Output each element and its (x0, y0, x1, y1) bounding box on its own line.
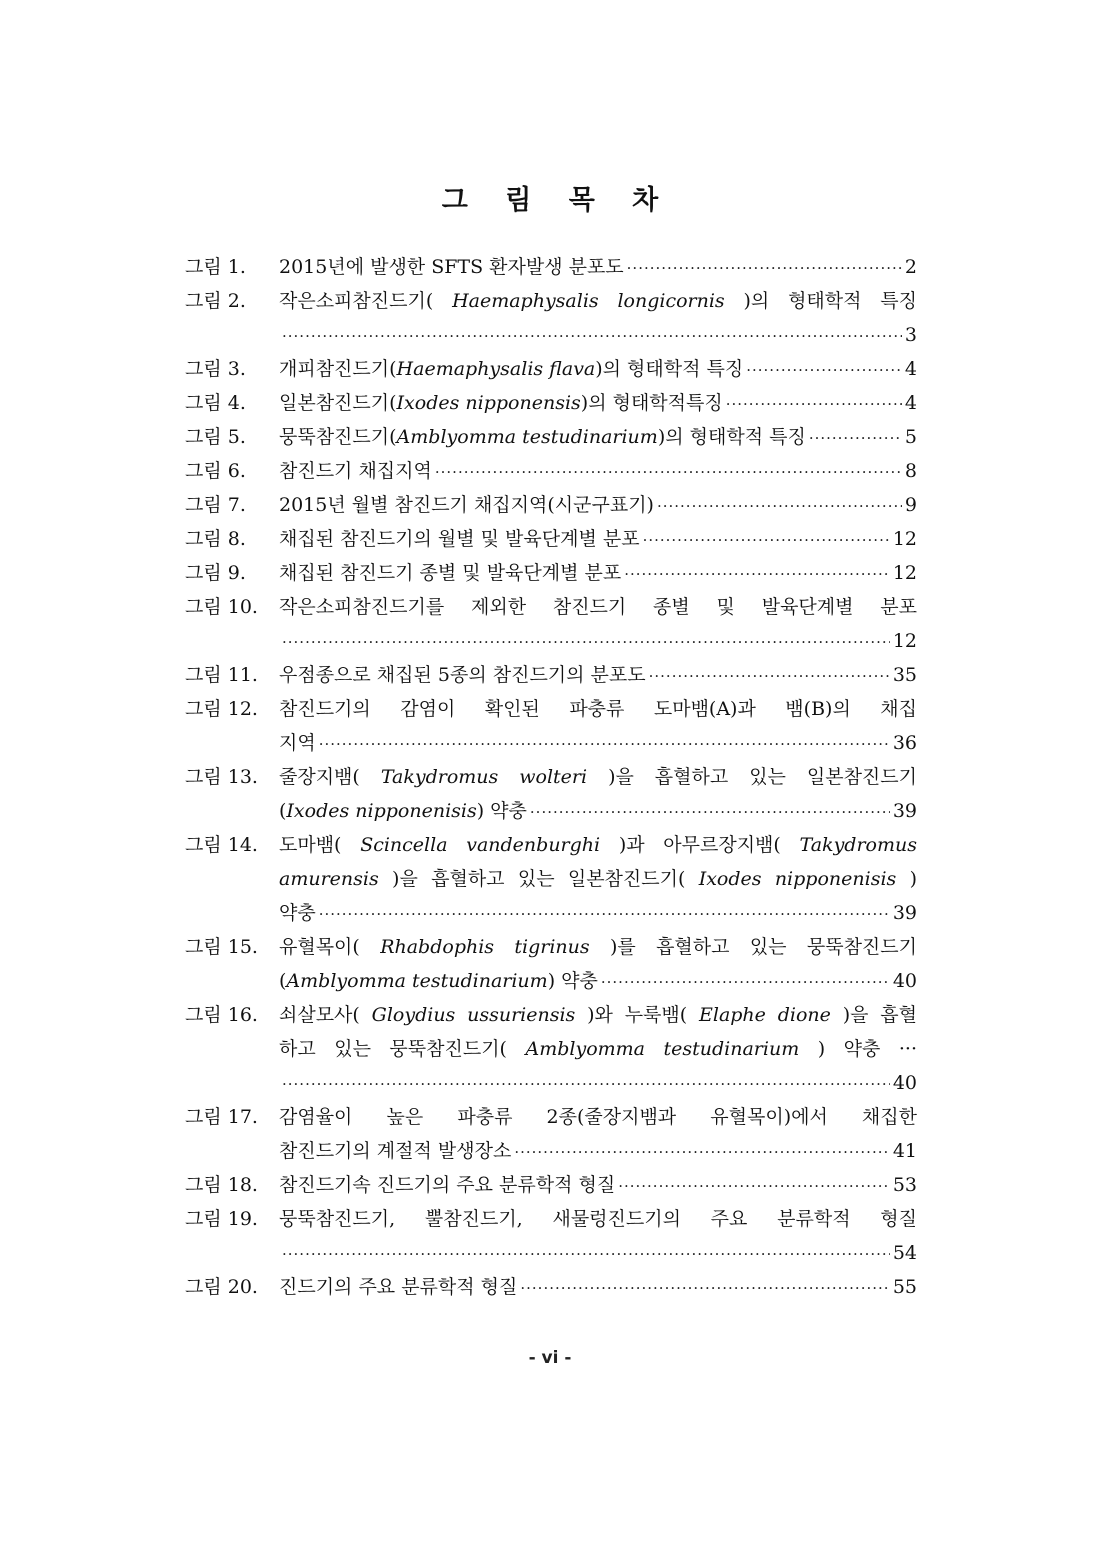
caption-line (279, 556, 917, 590)
caption-line (279, 998, 917, 1032)
caption-text: ) 약충 (547, 970, 598, 992)
figure-caption (279, 1270, 917, 1304)
caption-text: )의 형태학적 특징 (595, 358, 744, 380)
figure-caption (279, 760, 917, 828)
scientific-name: Gloydius ussuriensis (371, 1004, 576, 1026)
figure-label: 그림 7. (185, 494, 246, 516)
dot-leader (520, 1271, 889, 1305)
caption-line (279, 454, 917, 488)
caption-line (279, 1100, 917, 1134)
caption-text: 쇠살모사( (279, 1004, 360, 1026)
scientific-name: Elaphe dione (699, 1004, 831, 1026)
toc-entry (185, 454, 917, 488)
caption-text: 2015년 월별 참진드기 채집지역(시군구표기) (279, 494, 654, 516)
caption-text: ) 약충 ··· (817, 1038, 917, 1060)
caption-line (279, 794, 917, 828)
figure-label: 그림 15. (185, 936, 258, 958)
figure-label: 그림 3. (185, 358, 246, 380)
caption-text: 진드기의 주요 분류학적 형질 (279, 1276, 518, 1298)
caption-line (279, 930, 917, 964)
caption-text: 약충 (279, 902, 316, 924)
page-number: 40 (892, 1072, 917, 1094)
toc-entry (185, 420, 917, 454)
page-number: 9 (904, 494, 917, 516)
caption-line (279, 828, 917, 862)
caption-line (279, 862, 917, 896)
caption-line (279, 1236, 917, 1270)
caption-line (279, 964, 917, 998)
toc-entry (185, 760, 917, 828)
caption-text: )과 아무르장지뱀( (618, 834, 781, 856)
caption-text: 2015년에 발생한 SFTS 환자발생 분포도 (279, 256, 624, 278)
caption-line (279, 1134, 917, 1168)
page-title: 그 림 목 차 (441, 185, 673, 216)
scientific-name: Rhabdophis tigrinus (380, 936, 590, 958)
page-number: 41 (892, 1140, 917, 1162)
figure-label: 그림 1. (185, 256, 246, 278)
caption-line (279, 488, 917, 522)
toc-entry (185, 590, 917, 658)
caption-line (279, 896, 917, 930)
figure-list (185, 250, 917, 1304)
figure-label: 그림 11. (185, 664, 258, 686)
caption-line (279, 352, 917, 386)
dot-leader (282, 625, 890, 659)
page-number: 4 (904, 358, 917, 380)
scientific-name: Amblyomma testudinarium (525, 1038, 800, 1060)
dot-leader (282, 1237, 890, 1271)
caption-text: 지역 (279, 732, 316, 754)
caption-line (279, 522, 917, 556)
page-number: 39 (892, 902, 917, 924)
toc-entry (185, 930, 917, 998)
figure-label: 그림 10. (185, 596, 258, 618)
caption-text: ( (279, 970, 287, 992)
figure-caption (279, 250, 917, 284)
page-number: 8 (904, 460, 917, 482)
toc-entry (185, 692, 917, 760)
caption-text: )의 형태학적 특징 (657, 426, 806, 448)
caption-line (279, 692, 917, 726)
caption-line (279, 760, 917, 794)
caption-text: ) (909, 868, 917, 890)
dot-leader (282, 319, 902, 353)
dot-leader (618, 1169, 890, 1203)
scientific-name: Amblyomma testudinarium (286, 970, 548, 992)
toc-entry (185, 522, 917, 556)
toc-entry (185, 352, 917, 386)
caption-text: )를 흡혈하고 있는 뭉뚝참진드기 (609, 936, 917, 958)
caption-text: 채집된 참진드기의 월별 및 발육단계별 분포 (279, 528, 640, 550)
caption-text: 참진드기속 진드기의 주요 분류학적 형질 (279, 1174, 616, 1196)
figure-caption (279, 1100, 917, 1168)
caption-text: 채집된 참진드기 종별 및 발육단계별 분포 (279, 562, 622, 584)
figure-caption (279, 352, 917, 386)
figure-label: 그림 14. (185, 834, 258, 856)
figure-caption (279, 828, 917, 930)
caption-line (279, 658, 917, 692)
figure-label: 그림 19. (185, 1208, 258, 1230)
page-number: 40 (892, 970, 917, 992)
caption-text: )을 흡혈 (842, 1004, 917, 1026)
scientific-name: Amblyomma testudinarium (396, 426, 658, 448)
page-number: 36 (892, 732, 917, 754)
dot-leader (601, 965, 890, 999)
toc-entry (185, 1100, 917, 1168)
page-number: 2 (904, 256, 917, 278)
caption-text: )의 형태학적특징 (580, 392, 723, 414)
scientific-name: Ixodes nipponenisis (698, 868, 897, 890)
caption-text: )을 흡혈하고 있는 일본참진드기( (392, 868, 686, 890)
dot-leader (282, 1067, 890, 1101)
toc-entry (185, 1168, 917, 1202)
caption-text: )을 흡혈하고 있는 일본참진드기 (608, 766, 917, 788)
dot-leader (643, 523, 890, 557)
page-number: 35 (892, 664, 917, 686)
caption-line (279, 1202, 917, 1236)
figure-label: 그림 13. (185, 766, 258, 788)
caption-text: 참진드기의 계절적 발생장소 (279, 1140, 512, 1162)
dot-leader (726, 387, 902, 421)
figure-caption (279, 420, 917, 454)
figure-caption (279, 590, 917, 658)
caption-line (279, 624, 917, 658)
figure-label: 그림 17. (185, 1106, 258, 1128)
toc-entry (185, 998, 917, 1100)
page-number: 4 (904, 392, 917, 414)
toc-entry (185, 284, 917, 352)
dot-leader (624, 557, 890, 591)
dot-leader (514, 1135, 889, 1169)
caption-text: ) 약충 (476, 800, 527, 822)
caption-text: 참진드기의 감염이 확인된 파충류 도마뱀(A)과 뱀(B)의 채집 (279, 698, 917, 720)
caption-line (279, 1032, 917, 1066)
caption-line (279, 250, 917, 284)
page-number: 3 (904, 324, 917, 346)
figure-label: 그림 5. (185, 426, 246, 448)
page-number: 12 (892, 528, 917, 550)
caption-text: )와 누룩뱀( (587, 1004, 688, 1026)
scientific-name: Haemaphysalis longicornis (452, 290, 725, 312)
caption-text: 작은소피참진드기( (279, 290, 434, 312)
figure-caption (279, 454, 917, 488)
dot-leader (657, 489, 902, 523)
dot-leader (627, 251, 902, 285)
caption-text: 개피참진드기( (279, 358, 397, 380)
figure-label: 그림 20. (185, 1276, 258, 1298)
figure-caption (279, 998, 917, 1100)
caption-line (279, 284, 917, 318)
scientific-name: Ixodes nipponensis (396, 392, 581, 414)
caption-text: ( (279, 800, 287, 822)
caption-text: 뭉뚝참진드기( (279, 426, 397, 448)
figure-label: 그림 12. (185, 698, 258, 720)
figure-caption (279, 556, 917, 590)
caption-text: 줄장지뱀( (279, 766, 360, 788)
toc-entry (185, 658, 917, 692)
figure-caption (279, 692, 917, 760)
caption-text: 우점종으로 채집된 5종의 참진드기의 분포도 (279, 664, 646, 686)
caption-text: 참진드기 채집지역 (279, 460, 432, 482)
scientific-name: Takydromus wolteri (380, 766, 588, 788)
figure-label: 그림 4. (185, 392, 246, 414)
figure-caption (279, 386, 917, 420)
toc-entry (185, 386, 917, 420)
caption-text: 감염율이 높은 파충류 2종(줄장지뱀과 유혈목이)에서 채집한 (279, 1106, 917, 1128)
caption-line (279, 590, 917, 624)
dot-leader (809, 421, 902, 455)
scientific-name: Scincella vandenburghi (360, 834, 601, 856)
caption-line (279, 420, 917, 454)
dot-leader (530, 795, 890, 829)
caption-line (279, 318, 917, 352)
caption-text: 일본참진드기( (279, 392, 397, 414)
figure-label: 그림 18. (185, 1174, 258, 1196)
scientific-name: Ixodes nipponenisis (286, 800, 477, 822)
toc-entry (185, 556, 917, 590)
dot-leader (649, 659, 890, 693)
page-number: 55 (892, 1276, 917, 1298)
page-number: 12 (892, 562, 917, 584)
figure-caption (279, 1168, 917, 1202)
dot-leader (435, 455, 902, 489)
page-number: 12 (892, 630, 917, 652)
caption-text: 유혈목이( (279, 936, 360, 958)
caption-text: 뭉뚝참진드기, 뿔참진드기, 새물렁진드기의 주요 분류학적 형질 (279, 1208, 917, 1230)
figure-label: 그림 9. (185, 562, 246, 584)
figure-caption (279, 930, 917, 998)
page-number: 53 (892, 1174, 917, 1196)
toc-entry (185, 1270, 917, 1304)
caption-line (279, 726, 917, 760)
figure-caption (279, 658, 917, 692)
scientific-name: amurensis (279, 868, 379, 890)
scientific-name: Takydromus (799, 834, 917, 856)
toc-entry (185, 250, 917, 284)
figure-label: 그림 2. (185, 290, 246, 312)
figure-caption (279, 284, 917, 352)
caption-text: 하고 있는 뭉뚝참진드기( (279, 1038, 507, 1060)
dot-leader (746, 353, 902, 387)
toc-entry (185, 488, 917, 522)
dot-leader (319, 727, 890, 761)
figure-caption (279, 522, 917, 556)
caption-line (279, 386, 917, 420)
toc-entry (185, 1202, 917, 1270)
page-number-footer: - vi - (528, 1348, 572, 1368)
scientific-name: Haemaphysalis flava (396, 358, 596, 380)
figure-caption (279, 1202, 917, 1270)
toc-entry (185, 828, 917, 930)
caption-text: 도마뱀( (279, 834, 342, 856)
dot-leader (319, 897, 890, 931)
caption-text: 작은소피참진드기를 제외한 참진드기 종별 및 발육단계별 분포 (279, 596, 917, 618)
caption-line (279, 1270, 917, 1304)
page-number: 5 (904, 426, 917, 448)
page-number: 39 (892, 800, 917, 822)
figure-label: 그림 16. (185, 1004, 258, 1026)
caption-text: )의 형태학적 특징 (743, 290, 917, 312)
figure-label: 그림 8. (185, 528, 246, 550)
caption-line (279, 1066, 917, 1100)
caption-line (279, 1168, 917, 1202)
figure-label: 그림 6. (185, 460, 246, 482)
page-number: 54 (892, 1242, 917, 1264)
figure-caption (279, 488, 917, 522)
